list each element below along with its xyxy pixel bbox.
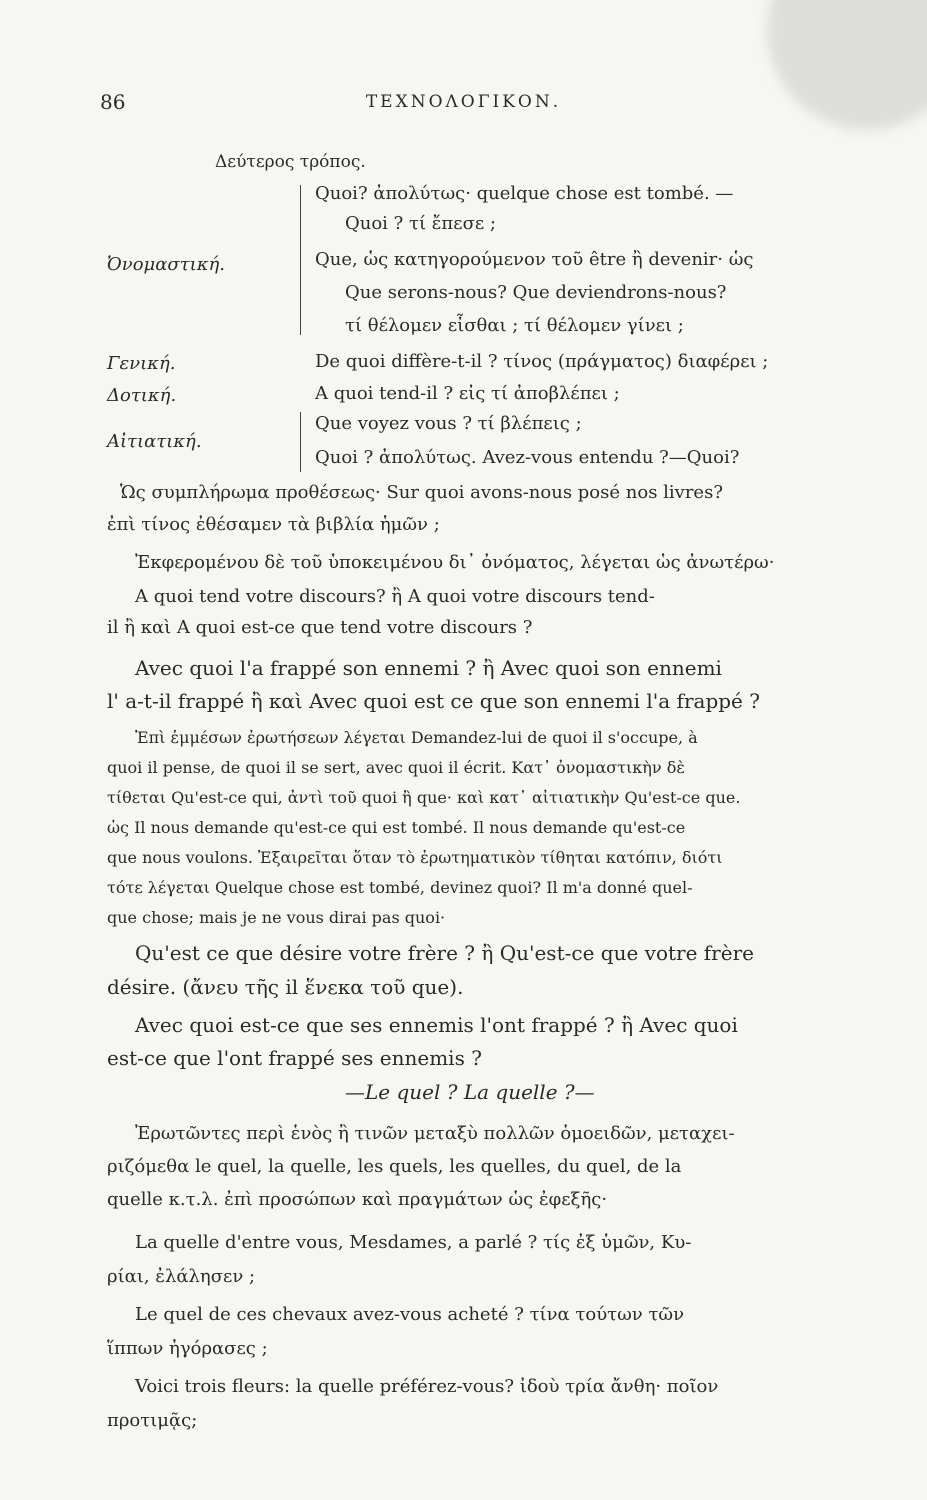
- case-label-nominative: Ὀνομαστική.: [107, 254, 226, 275]
- brace: [300, 185, 307, 335]
- case-label-accusative: Αἰτιατική.: [107, 431, 202, 452]
- case-label-dative: Δοτική.: [107, 385, 177, 406]
- text-line: quelle κ.τ.λ. ἐπὶ προσώπων καὶ πραγμάτων ὡς ἐφεξῆς·: [107, 1189, 608, 1210]
- text-line: désire. (ἄνευ τῆς il ἕνεκα τοῦ que).: [107, 975, 464, 999]
- text-line: προτιμᾷς;: [107, 1410, 198, 1431]
- subheading: —Le quel ? La quelle ?—: [345, 1080, 595, 1104]
- text-line: il ἢ καὶ A quoi est-ce que tend votre discours ?: [107, 617, 533, 638]
- text-line: que chose; mais je ne vous dirai pas quoi·: [107, 908, 446, 927]
- text-line: ἐπὶ τίνος ἐθέσαμεν τὰ βιβλία ἡμῶν ;: [107, 514, 440, 535]
- text-line: ρίαι, ἐλάλησεν ;: [107, 1266, 256, 1287]
- text-line: Ἐπὶ ἐμμέσων ἐρωτήσεων λέγεται Demandez-lui de quoi il s'occupe, à: [135, 728, 698, 747]
- text-line: Ἐκφερομένου δὲ τοῦ ὑποκειμένου δι᾽ ὀνόματος, λέγεται ὡς ἀνωτέρω·: [135, 552, 775, 573]
- table-line: De quoi diffère-t-il ? τίνος (πράγματος) διαφέρει ;: [315, 351, 769, 372]
- text-line: que nous voulons. Ἐξαιρεῖται ὅταν τὸ ἐρωτηματικὸν τίθηται κατόπιν, διότι: [107, 848, 723, 867]
- table-line: Que, ὡς κατηγορούμενον τοῦ être ἢ devenir· ὡς: [315, 249, 754, 270]
- text-line: Qu'est ce que désire votre frère ? ἢ Qu'est-ce que votre frère: [135, 941, 754, 965]
- text-line: est-ce que l'ont frappé ses ennemis ?: [107, 1046, 482, 1070]
- text-line: l' a-t-il frappé ἢ καὶ Avec quoi est ce que son ennemi l'a frappé ?: [107, 689, 760, 713]
- text-line: A quoi tend votre discours? ἢ A quoi votre discours tend-: [135, 586, 655, 607]
- text-line: ἵππων ἠγόρασες ;: [107, 1338, 268, 1359]
- text-line: ριζόμεθα le quel, la quelle, les quels, les quelles, du quel, de la: [107, 1156, 682, 1177]
- text-line: La quelle d'entre vous, Mesdames, a parlé ? τίς ἐξ ὑμῶν, Κυ-: [135, 1232, 692, 1253]
- table-line: Quoi ? ἀπολύτως. Avez-vous entendu ?—Quoi?: [315, 447, 740, 468]
- text-line: Avec quoi est-ce que ses ennemis l'ont frappé ? ἢ Avec quoi: [135, 1013, 738, 1037]
- text-line: quoi il pense, de quoi il se sert, avec quoi il écrit. Κατ᾽ ὀνομαστικὴν δὲ: [107, 758, 685, 777]
- case-label-genitive: Γενική.: [107, 353, 176, 374]
- table-line: τί θέλομεν εἶσθαι ; τί θέλομεν γίνει ;: [345, 315, 684, 336]
- running-header: [100, 90, 827, 120]
- text-line: ὡς Il nous demande qu'est-ce qui est tombé. Il nous demande qu'est-ce: [107, 818, 686, 837]
- table-line: Quoi? ἀπολύτως· quelque chose est tombé. —: [315, 183, 734, 204]
- text-line: Avec quoi l'a frappé son ennemi ? ἢ Avec quoi son ennemi: [135, 656, 722, 680]
- text-line: Ὡς συμπλήρωμα προθέσεως· Sur quoi avons-nous posé nos livres?: [120, 482, 723, 503]
- text-line: Voici trois fleurs: la quelle préférez-vous? ἰδοὺ τρία ἄνθη· ποῖον: [135, 1376, 719, 1397]
- page-number: 86: [100, 90, 126, 114]
- text-line: τίθεται Qu'est-ce qui, ἀντὶ τοῦ quoi ἢ que· καὶ κατ᾽ αἰτιατικὴν Qu'est-ce que.: [107, 788, 741, 807]
- text-line: Ἐρωτῶντες περὶ ἑνὸς ἢ τινῶν μεταξὺ πολλῶν ὁμοειδῶν, μεταχει-: [135, 1123, 735, 1144]
- text-line: τότε λέγεται Quelque chose est tombé, devinez quoi? Il m'a donné quel-: [107, 878, 693, 897]
- table-line: Quoi ? τί ἔπεσε ;: [345, 213, 496, 234]
- running-title: ΤΕΧΝΟΛΟΓΙΚΟΝ.: [365, 92, 562, 112]
- table-line: Que voyez vous ? τί βλέπεις ;: [315, 413, 582, 434]
- brace: [300, 412, 307, 472]
- section-title: Δεύτερος τρόπος.: [215, 152, 366, 172]
- text-line: Le quel de ces chevaux avez-vous acheté ? τίνα τούτων τῶν: [135, 1304, 685, 1325]
- table-line: Que serons-nous? Que deviendrons-nous?: [345, 282, 727, 303]
- table-line: A quoi tend-il ? εἰς τί ἀποβλέπει ;: [315, 383, 620, 404]
